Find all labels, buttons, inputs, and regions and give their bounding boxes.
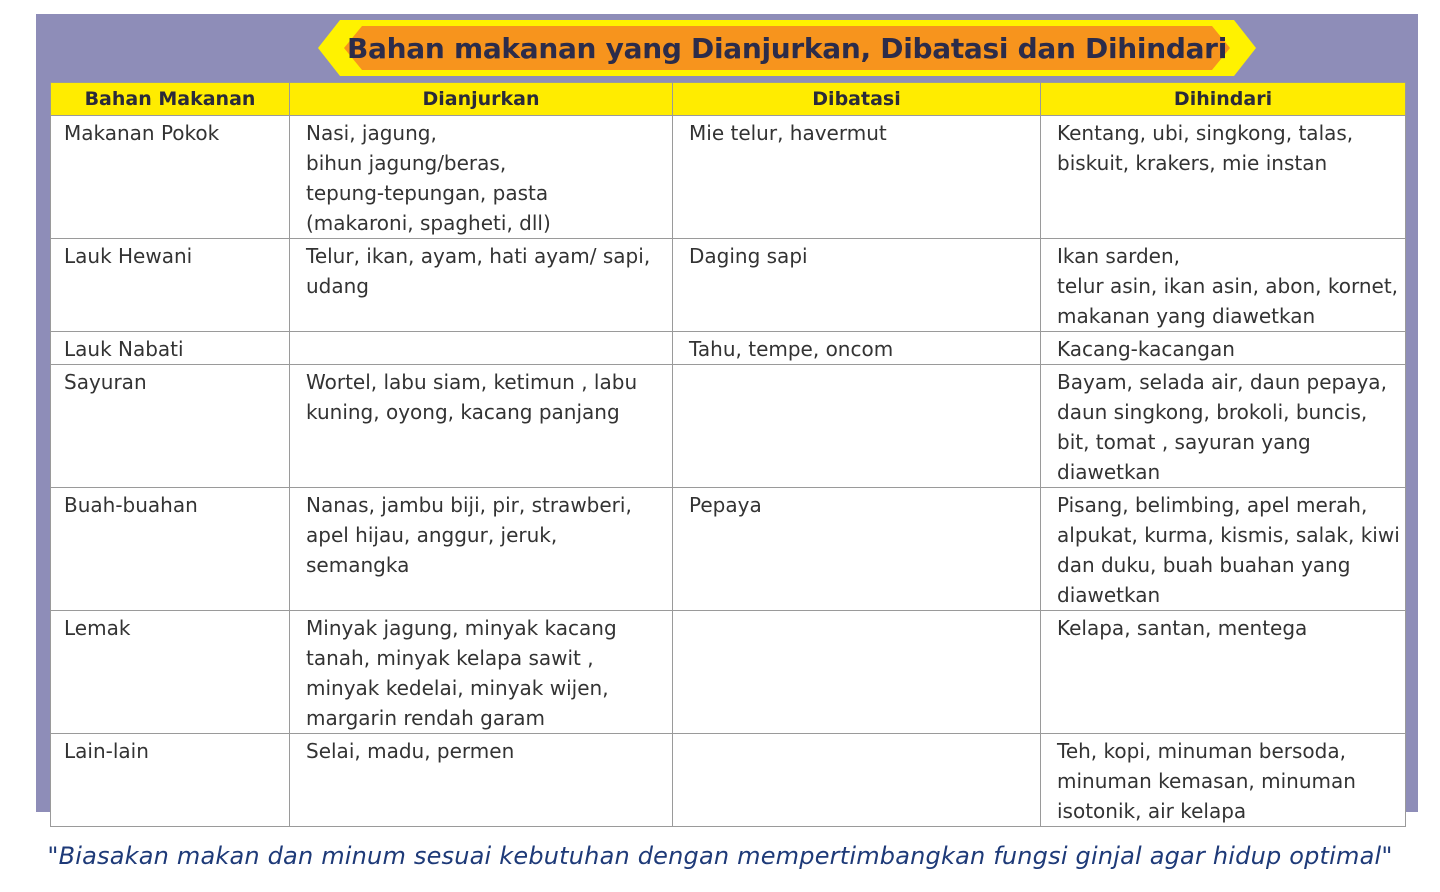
dianjurkan-cell [290,734,673,827]
dianjurkan-line: (makaroni, spagheti, dll) [306,211,551,235]
dibatasi-cell [673,239,1041,332]
dianjurkan-line: kuning, oyong, kacang panjang [306,400,620,424]
dihindari-line: diawetkan [1057,460,1161,484]
category-label: Lain-lain [64,739,149,763]
dianjurkan-cell [290,239,673,332]
dibatasi-cell [673,611,1041,734]
dihindari-cell [1041,116,1406,239]
dihindari-line: Ikan sarden, [1057,244,1180,268]
dihindari-line: alpukat, kurma, kismis, salak, kiwi [1057,523,1400,547]
table-row [51,611,1406,734]
dianjurkan-line: tanah, minyak kelapa sawit , [306,646,594,670]
dibatasi-cell [673,332,1041,365]
dihindari-cell [1041,332,1406,365]
dihindari-line: daun singkong, brokoli, buncis, [1057,400,1368,424]
dihindari-cell [1041,611,1406,734]
dianjurkan-cell [290,488,673,611]
dianjurkan-line: Telur, ikan, ayam, hati ayam/ sapi, [306,244,651,268]
dianjurkan-line: Wortel, labu siam, ketimun , labu [306,370,638,394]
dianjurkan-line: Minyak jagung, minyak kacang [306,616,617,640]
dianjurkan-line: apel hijau, anggur, jeruk, [306,523,558,547]
dianjurkan-line: margarin rendah garam [306,706,546,730]
category-cell [51,611,290,734]
category-cell [51,116,290,239]
category-cell [51,332,290,365]
dihindari-line: Teh, kopi, minuman bersoda, [1057,739,1346,763]
dihindari-line: minuman kemasan, minuman [1057,769,1356,793]
dianjurkan-line: tepung-tepungan, pasta [306,181,549,205]
category-cell [51,239,290,332]
dihindari-line: telur asin, ikan asin, abon, kornet, [1057,274,1399,298]
dianjurkan-line: minyak kedelai, minyak wijen, [306,676,609,700]
page-title: Bahan makanan yang Dianjurkan, Dibatasi dan Dihindari [347,31,1227,65]
dibatasi-line: Tahu, tempe, oncom [689,337,894,361]
dihindari-cell [1041,734,1406,827]
dihindari-line: Bayam, selada air, daun pepaya, [1057,370,1387,394]
header-bahan-makanan: Bahan Makanan [51,83,290,116]
dianjurkan-cell [290,116,673,239]
dihindari-line: Kacang-kacangan [1057,337,1235,361]
dibatasi-cell [673,116,1041,239]
dihindari-line: Kelapa, santan, mentega [1057,616,1308,640]
dianjurkan-line: Nanas, jambu biji, pir, strawberi, [306,493,632,517]
dihindari-line: Kentang, ubi, singkong, talas, [1057,121,1354,145]
dibatasi-cell [673,734,1041,827]
dibatasi-line: Pepaya [689,493,762,517]
dihindari-cell [1041,239,1406,332]
table-row [51,332,1406,365]
table-row [51,734,1406,827]
dianjurkan-line: semangka [306,553,410,577]
dihindari-line: isotonik, air kelapa [1057,799,1247,823]
table-row [51,116,1406,239]
dibatasi-cell [673,365,1041,488]
category-cell [51,488,290,611]
category-label: Lemak [64,616,131,640]
dibatasi-line: Daging sapi [689,244,808,268]
dibatasi-line: Mie telur, havermut [689,121,887,145]
header-dibatasi: Dibatasi [673,83,1041,116]
dihindari-line: Pisang, belimbing, apel merah, [1057,493,1368,517]
header-dihindari: Dihindari [1041,83,1406,116]
dibatasi-cell [673,488,1041,611]
dihindari-line: makanan yang diawetkan [1057,304,1316,328]
footer-quote: "Biasakan makan dan minum sesuai kebutuhan dengan mempertimbangkan fungsi ginjal agar hidup optimal" [47,842,1393,870]
dihindari-cell [1041,365,1406,488]
title-banner [318,20,1256,76]
category-label: Sayuran [64,370,147,394]
table-row [51,365,1406,488]
dianjurkan-cell [290,332,673,365]
table-row [51,239,1406,332]
category-cell [51,734,290,827]
dianjurkan-line: Nasi, jagung, [306,121,437,145]
category-cell [51,365,290,488]
dihindari-line: biskuit, krakers, mie instan [1057,151,1328,175]
dihindari-line: diawetkan [1057,583,1161,607]
dianjurkan-line: bihun jagung/beras, [306,151,507,175]
dianjurkan-line: udang [306,274,369,298]
dianjurkan-line: Selai, madu, permen [306,739,515,763]
category-label: Lauk Nabati [64,337,184,361]
table-row [51,488,1406,611]
dianjurkan-cell [290,611,673,734]
category-label: Lauk Hewani [64,244,193,268]
category-label: Buah-buahan [64,493,198,517]
category-label: Makanan Pokok [64,121,220,145]
header-row [51,83,1406,116]
food-table [50,82,1406,827]
dihindari-cell [1041,488,1406,611]
dihindari-line: dan duku, buah buahan yang [1057,553,1351,577]
dianjurkan-cell [290,365,673,488]
dihindari-line: bit, tomat , sayuran yang [1057,430,1311,454]
header-dianjurkan: Dianjurkan [290,83,673,116]
